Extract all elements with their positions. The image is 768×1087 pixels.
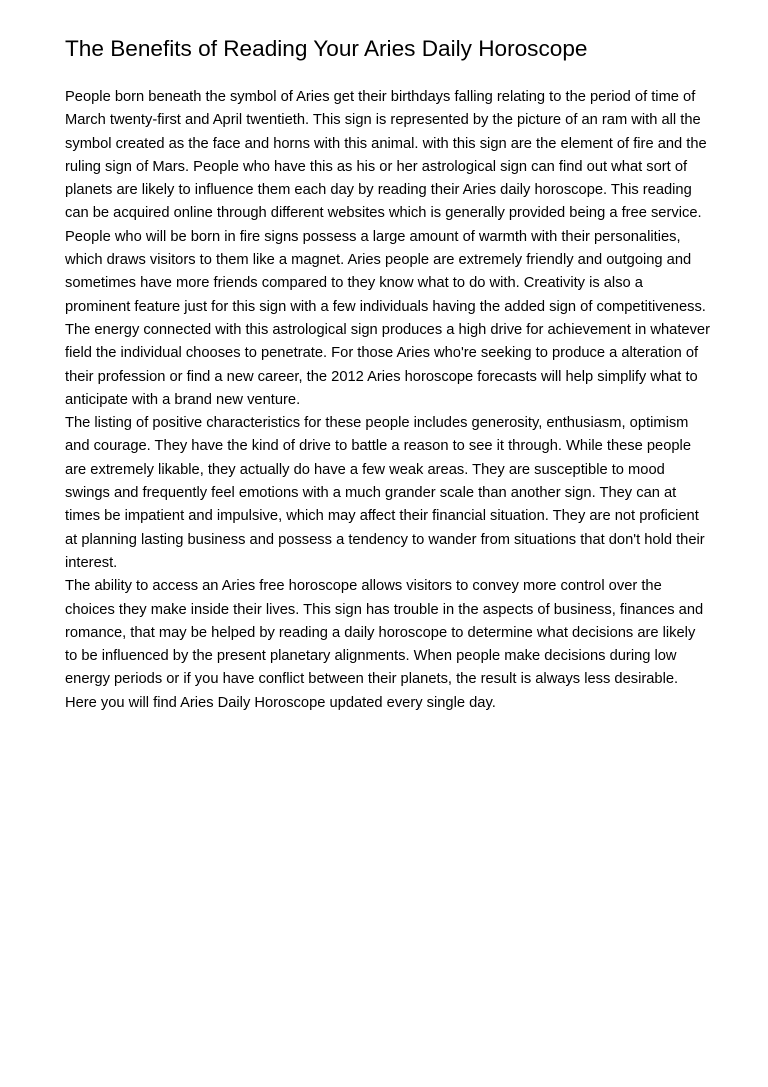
paragraph-free-horoscope: The ability to access an Aries free horoscope allows visitors to convey more control over the choices they make inside their lives. This sign has trouble in the aspects of business, finances and romance, that may be helped by reading a daily horoscope to determine what decisions are likely to be influenced by the present planetary alignments. When people make decisions during low energy periods or if you have conflict between their planets, the result is always less desirable. <box>65 578 704 688</box>
paragraph-closing: Here you will find Aries Daily Horoscope updated every single day. <box>65 694 496 711</box>
paragraph-fire-sign-personality: People who will be born in fire signs possess a large amount of warmth with their personalities, which draws visitors to them like a magnet. Aries people are extremely friendly and outgoing and sometimes have more friends compared to they know what to do with. Creativity is also a prominent feature just for this sign with a few individuals having the added sign of competitiveness. The energy connected with this astrological sign produces a high drive for achievement in whatever field the individual chooses to penetrate. For those Aries who're seeking to produce a alteration of their profession or find a new career, the 2012 Aries horoscope forecasts will help simplify what to anticipate with a brand new venture. <box>65 228 710 408</box>
document-body <box>65 86 711 715</box>
paragraph-characteristics: The listing of positive characteristics for these people includes generosity, enthusiasm, optimism and courage. They have the kind of drive to battle a reason to see it through. While these people are extremely likable, they actually do have a few weak areas. They are susceptible to mood swings and frequently feel emotions with a much grander scale than another sign. They can at times be impatient and impulsive, which may affect their financial situation. They are not proficient at planning lasting business and possess a tendency to wander from situations that don't hold their interest. <box>65 415 705 571</box>
page-title: The Benefits of Reading Your Aries Daily Horoscope <box>65 36 588 61</box>
paragraph-aries-intro: People born beneath the symbol of Aries get their birthdays falling relating to the period of time of March twenty-first and April twentieth. This sign is represented by the picture of an ram with all the symbol created as the face and horns with this animal. with this sign are the element of fire and the ruling sign of Mars. People who have this as his or her astrological sign can find out what sort of planets are likely to influence them each day by reading their Aries daily horoscope. This reading can be acquired online through different websites which is generally provided being a free service. <box>65 89 707 222</box>
